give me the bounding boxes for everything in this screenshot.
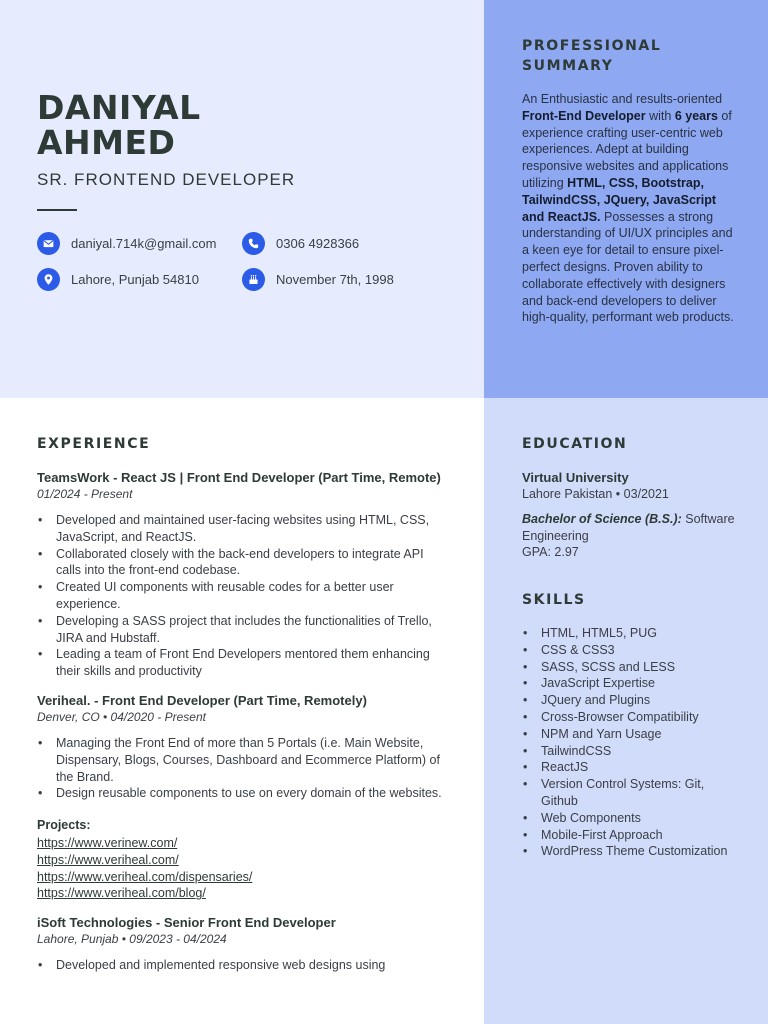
envelope-icon — [37, 232, 60, 255]
job-role: SR. FRONTEND DEVELOPER — [37, 170, 296, 189]
list-item: • JQuery and Plugins — [522, 692, 742, 709]
candidate-name — [37, 90, 201, 160]
list-item: • Leading a team of Front End Developers mentored them enhancing their skills and productivity — [37, 646, 447, 680]
list-item: • WordPress Theme Customization — [522, 843, 742, 860]
job-bullets — [37, 735, 447, 802]
job-meta: 01/2024 - Present — [37, 487, 133, 501]
list-item: • Developed and implemented responsive web designs using — [37, 957, 447, 974]
first-name: DANIYAL — [37, 88, 201, 127]
list-item: • Design reusable components to use on every domain of the websites. — [37, 785, 447, 802]
list-item: • Created UI components with reusable codes for a better user experience. — [37, 579, 447, 613]
list-item: • Cross-Browser Compatibility — [522, 709, 742, 726]
summary-text: An Enthusiastic and results-oriented Front-End Developer with 6 years of experience crafting user-centric web experiences. Adept at building responsive websites and applications utilizing HTML, CSS, Bootstrap, TailwindCSS, JQuery, JavaScript and ReactJS. Possesses a strong understanding of UI/UX principles and a keen eye for detail to ensure pixel-perfect designs. Proven ability to collaborate effectively with designers and back-end developers to deliver high-quality, performant web products. — [522, 92, 734, 325]
project-link[interactable]: https://www.veriheal.com/ — [37, 852, 179, 867]
project-link[interactable]: https://www.veriheal.com/dispensaries/ — [37, 869, 253, 884]
contact-location — [37, 268, 199, 291]
project-link[interactable]: https://www.verinew.com/ — [37, 836, 178, 850]
list-item: • Version Control Systems: Git, Github — [522, 776, 742, 810]
phone-icon — [242, 232, 265, 255]
job-bullets — [37, 512, 447, 680]
email-text[interactable]: daniyal.714k@gmail.com — [71, 236, 217, 251]
contact-birthday — [242, 268, 394, 291]
list-item: • HTML, HTML5, PUG — [522, 625, 742, 642]
contact-phone[interactable] — [242, 232, 359, 255]
education-meta: Lahore Pakistan • 03/2021 — [522, 487, 669, 501]
list-item: • SASS, SCSS and LESS — [522, 659, 742, 676]
job-bullets — [37, 957, 447, 974]
education-school: Virtual University — [522, 470, 629, 485]
education-degree: Bachelor of Science (B.S.): Software Engineering GPA: 2.97 — [522, 512, 735, 559]
job-meta: Denver, CO • 04/2020 - Present — [37, 710, 206, 724]
job-title: Veriheal. - Front End Developer (Part Time, Remotely) — [37, 693, 367, 708]
birthday-cake-icon — [242, 268, 265, 291]
header-divider — [37, 209, 77, 211]
birthday-text: November 7th, 1998 — [276, 272, 394, 287]
projects-label: Projects: — [37, 818, 91, 832]
contact-email[interactable] — [37, 232, 216, 255]
header-panel — [0, 0, 484, 398]
project-link[interactable]: https://www.veriheal.com/blog/ — [37, 886, 206, 901]
list-item: • ReactJS — [522, 759, 742, 776]
list-item: • Developed and maintained user-facing websites using HTML, CSS, JavaScript, and ReactJS. — [37, 512, 447, 546]
list-item: • JavaScript Expertise — [522, 675, 742, 692]
list-item: • Web Components — [522, 810, 742, 827]
education-heading: EDUCATION — [522, 436, 628, 452]
list-item: • CSS & CSS3 — [522, 642, 742, 659]
job-meta: Lahore, Punjab • 09/2023 - 04/2024 — [37, 932, 227, 946]
last-name: AHMED — [37, 123, 176, 162]
skills-heading: SKILLS — [522, 592, 586, 608]
map-pin-icon — [37, 268, 60, 291]
list-item: • Managing the Front End of more than 5 Portals (i.e. Main Website, Dispensary, Blogs, Courses, Dashboard and Ecommerce Platform) of the Brand. — [37, 735, 447, 785]
experience-heading: EXPERIENCE — [37, 436, 151, 452]
project-links — [37, 835, 252, 902]
list-item: • Collaborated closely with the back-end developers to integrate API calls into the front-end codebase. — [37, 546, 447, 580]
job-title: iSoft Technologies - Senior Front End Developer — [37, 915, 336, 930]
list-item: • Developing a SASS project that includes the functionalities of Trello, JIRA and Hubstaff. — [37, 613, 447, 647]
job-title: TeamsWork - React JS | Front End Developer (Part Time, Remote) — [37, 470, 441, 485]
skills-list — [522, 625, 742, 860]
list-item: • TailwindCSS — [522, 743, 742, 760]
location-text: Lahore, Punjab 54810 — [71, 272, 199, 287]
summary-heading: PROFESSIONAL SUMMARY — [522, 38, 662, 74]
phone-text[interactable]: 0306 4928366 — [276, 236, 360, 251]
list-item: • Mobile-First Approach — [522, 827, 742, 844]
list-item: • NPM and Yarn Usage — [522, 726, 742, 743]
